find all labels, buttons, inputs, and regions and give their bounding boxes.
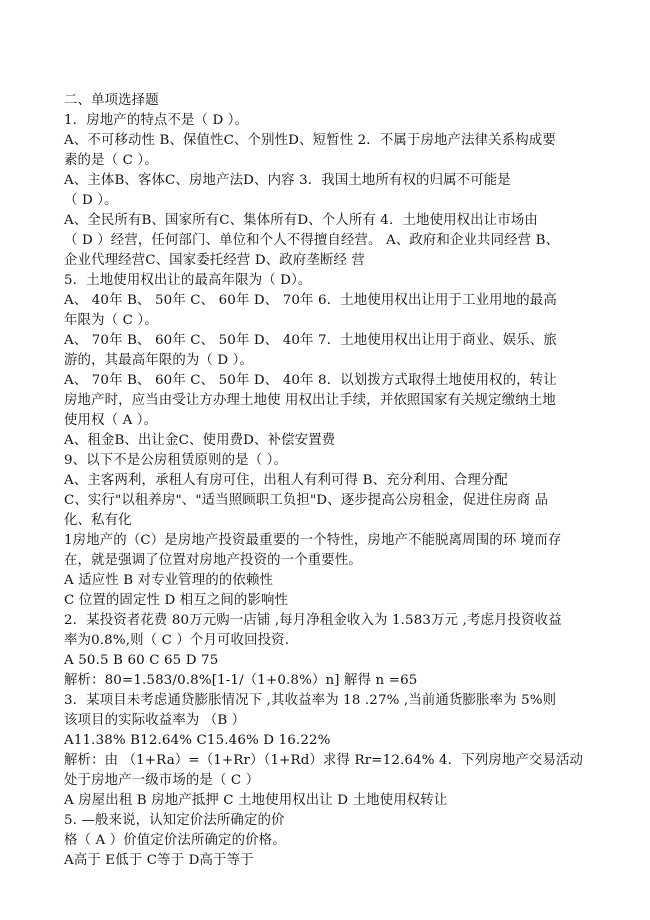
text-line: A 50.5 B 60 C 65 D 75 xyxy=(64,653,219,668)
text-line: 9、以下不是公房租赁原则的是（ ）。 xyxy=(64,453,288,468)
text-line: A、 70年 B、 60年 C、 50年 D、 40年 7．土地使用权出让用于商业、娱乐、旅 xyxy=(64,333,557,348)
text-line: 5. —般来说，认知定价法所确定的价 xyxy=(64,813,285,828)
text-line: A、不可移动性 B、保值性C、个别性D、短暂性 2．不属于房地产法律关系构成要 xyxy=(64,133,556,148)
text-line: 化、私有化 xyxy=(64,513,132,528)
text-line: 二、单项选择题 xyxy=(64,93,159,108)
text-line: A 适应性 B 对专业管理的的依赖性 xyxy=(64,573,274,588)
text-line: 使用权（ A ）。 xyxy=(64,413,158,428)
text-line: A、全民所有B、国家所有C、集体所有D、个人所有 4．土地使用权出让市场由 xyxy=(64,213,538,228)
text-line: C、实行"以租养房"、"适当照顾职工负担"D、逐步提高公房租金，促进住房商 品 xyxy=(64,493,549,508)
text-line: 房地产时，应当由受让方办理土地使 用权出让手续，并依照国家有关规定缴纳土地 xyxy=(64,393,556,408)
text-line: A11.38% B12.64% C15.46% D 16.22% xyxy=(64,733,331,748)
text-line: （ D ）。 xyxy=(64,193,118,208)
text-line: 解析：由 （1+Ra）=（1+Rr）（1+Rd）求得 Rr=12.64% 4．下列房地产交易活动 xyxy=(64,753,584,768)
text-line: A 房屋出租 B 房地产抵押 C 土地使用权出让 D 土地使用权转让 xyxy=(64,793,448,808)
text-line: 1房地产的（C）是房地产投资最重要的一个特性，房地产不能脱离周围的环 境而存 xyxy=(64,533,562,548)
text-line: 年限为（ C ）。 xyxy=(64,313,158,328)
text-line: A、主客两利，承租人有房可住，出租人有利可得 B、充分利用、合理分配 xyxy=(64,473,508,488)
text-line: 在，就是强调了位置对房地产投资的一个重要性。 xyxy=(64,553,362,568)
text-line: 解析：80=1.583/0.8%[1-1/（1+0.8%）n] 解得 n =65 xyxy=(64,673,418,688)
text-line: 游的，其最高年限的为（ D ）。 xyxy=(64,353,254,368)
text-line: 2．某投资者花费 80万元购一店铺 ,每月净租金收入为 1.583万元 ,考虑月投资收益 xyxy=(64,613,562,628)
text-line: A、 40年 B、 50年 C、 60年 D、 70年 6．土地使用权出让用于工业用地的最高 xyxy=(64,293,557,308)
text-line: 率为0.8%,则（ C ）个月可收回投资. xyxy=(64,633,290,648)
text-line: A、 70年 B、 60年 C、 50年 D、 40年 8．以划拨方式取得土地使用权的，转让 xyxy=(64,373,557,388)
text-line: A、租金B、出让金C、使用费D、补偿安置费 xyxy=(64,433,336,448)
text-line: A、主体B、客体C、房地产法D、内容 3．我国土地所有权的归属不可能是 xyxy=(64,173,511,188)
text-line: 1．房地产的特点不是（ D ）。 xyxy=(64,113,249,128)
text-line: C 位置的固定性 D 相互之间的影响性 xyxy=(64,593,289,608)
text-line: 3．某项目未考虑通贷膨胀情况下 ,其收益率为 18 .27% ,当前通货膨胀率为 5%则 xyxy=(64,693,557,708)
text-line: 5．土地使用权出让的最高年限为（ D）。 xyxy=(64,273,312,288)
text-line: A高于 E低于 C等于 D高于等于 xyxy=(64,853,254,868)
text-line: 企业代理经营C、国家委托经营 D、政府垄断经 营 xyxy=(64,253,365,268)
text-line: 处于房地产一级市场的是（ C ） xyxy=(64,773,260,788)
text-line: （ D ）经营，任何部门、单位和个人不得擅自经营。 A、政府和企业共同经营 B、 xyxy=(64,233,560,248)
text-line: 该项目的实际收益率为 （B ） xyxy=(64,713,246,728)
text-line: 格（ A ）价值定价法所确定的价格。 xyxy=(64,833,286,848)
text-line: 素的是（ C ）。 xyxy=(64,153,158,168)
